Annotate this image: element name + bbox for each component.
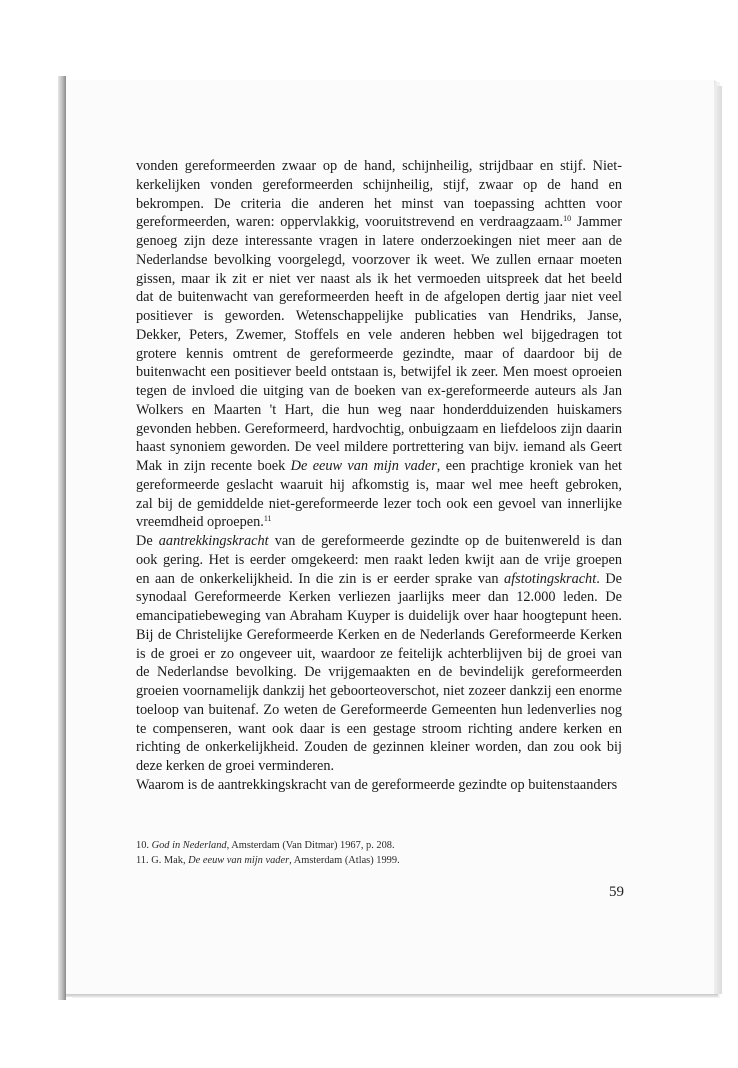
text-line [136,307,622,326]
text-line [136,420,622,439]
text-run: vreemdheid oproepen. [136,514,264,531]
footnote-marker: 10 [563,214,572,224]
text-run: Jammer [571,214,622,231]
text-line [136,476,622,495]
text-run: ook gering. Het is eerder omgekeerd: men raakt leden kwijt aan de vrije groepen [136,551,622,568]
text-line [136,270,622,289]
text-line [136,382,622,401]
text-line [136,288,622,307]
text-run: , Amsterdam (Atlas) 1999. [289,855,400,866]
page-bottom-edge [66,994,718,997]
text-run: te compenseren, want ook daar is een gestage stroom richting andere kerken en [136,720,622,737]
text-line [136,176,622,195]
text-run: Wolkers en Maarten 't Hart, die hun weg naar honderdduizenden huiskamers [136,401,622,418]
text-run: Bij de Christelijke Gereformeerde Kerken en de Nederlands Gereformeerde Kerken [136,626,622,643]
text-line [136,401,622,420]
text-run: Mak in zijn recente boek [136,458,291,474]
text-run: richting de onkerkelijkheid. Zouden de gezinnen kleiner worden, dan zou ook bij [136,739,622,756]
text-run: Waarom is de aantrekkingskracht van de gereformeerde gezindte op buitenstaanders [136,776,618,793]
page-left-edge [58,76,66,1000]
text-line [136,757,622,776]
text-line [136,157,622,176]
text-line [136,682,622,701]
text-run: dat de buitenwacht van gereformeerden heeft in de afgelopen dertig jaar niet veel [136,289,622,306]
text-line [136,701,622,720]
text-run: , een prachtige kroniek van het [436,458,622,474]
text-line [136,195,622,214]
footnote [136,838,622,853]
text-run: haast synoniem geworden. De veel mildere portrettering van bijv. iemand als Geert [136,439,622,456]
body-text [136,157,622,795]
text-run: positiever is geworden. Wetenschappelijke publicaties van Hendriks, Janse, [136,308,622,324]
page-right-edge [714,86,722,994]
italic-title: De eeuw van mijn vader [290,458,437,474]
text-run: Nederlandse bevolking voorgelegd, voorzover ik weet. We zullen ernaar moeten [136,251,622,268]
text-line [136,720,622,739]
text-run: 10. [136,840,152,851]
text-run: gevonden hebben. Gereformeerd, hardvochtig, onbuigzaam en liefdeloos zijn daarin [136,420,622,437]
text-run: deze kerken de groei verminderen. [136,758,335,774]
text-run: toeloop van buitenaf. Zo weten de Gereformeerde Gemeenten hun ledenverlies nog [136,701,622,718]
text-run: De [136,533,159,549]
text-line [136,345,622,364]
text-run: genoeg zijn deze interessante vragen in latere onderzoekingen niet meer aan de [136,233,622,249]
footnote-marker: 11 [263,514,272,524]
text-run: van de gereformeerde gezindte op de buitenwereld is dan [268,533,623,549]
text-line [136,232,622,251]
text-run: . De [596,570,622,587]
italic-title: De eeuw van mijn vader [188,855,290,866]
text-run: de Nederlandse bevolking. De vrijgemaakten en de bevindelijk gereformeerden [136,664,622,681]
text-line [136,363,622,382]
text-run: is de groei er zo ongeveer uit, waardoor ze feitelijk achterblijven bij de groei van [136,645,622,662]
text-line [136,607,622,626]
text-line [136,626,622,645]
text-line [136,457,622,476]
text-run: en aan de onkerkelijkheid. In die zin is er eerder sprake van [136,570,505,587]
text-run: kerkelijken vonden gereformeerden schijnheilig, stijf, zwaar op de hand en [136,176,622,193]
text-run: , Amsterdam (Van Ditmar) 1967, p. 208. [226,840,395,851]
text-run: gereformeerde geslacht waaruit hij afkomstig is, maar wel mee heeft gebroken, [136,476,622,493]
text-line [136,663,622,682]
text-line [136,738,622,757]
text-line [136,570,622,589]
text-line [136,513,622,532]
text-line [136,326,622,345]
text-line [136,251,622,270]
text-line [136,776,622,795]
page-number: 59 [609,884,624,900]
text-run: tegen de invloed die uitging van de boeken van ex-gereformeerde auteurs als Jan [136,383,622,399]
text-line [136,588,622,607]
text-line [136,551,622,570]
footnote [136,853,622,868]
text-run: zal bij de gemiddelde niet-gereformeerde lezer toch ook een gevoel van innerlijke [136,495,622,512]
text-run: gereformeerden, waren: oppervlakkig, vooruitstrevend en verdraagzaam. [136,214,564,231]
text-line [136,532,622,551]
text-run: vonden gereformeerden zwaar op de hand, schijnheilig, strijdbaar en stijf. Niet- [136,158,622,174]
text-run: buitenwacht een positiever beeld ontstaan is, betwijfel ik zeer. Men moest oproeien [136,364,622,381]
text-line [136,495,622,514]
text-run: Dekker, Peters, Zwemer, Stoffels en vele anderen hebben wel bijgedragen tot [136,326,622,343]
text-line [136,213,622,232]
italic-title: afstotingskracht [504,570,597,587]
text-line [136,645,622,664]
text-line [136,438,622,457]
italic-title: aantrekkingskracht [158,533,269,549]
text-run: 11. G. Mak, [136,855,189,866]
text-run: grotere kennis omtrent de gereformeerde gezindte, maar of daardoor bij de [136,345,622,362]
text-run: emancipatiebeweging van Abraham Kuyper is duidelijk over haar hoogtepunt heen. [136,608,622,624]
italic-title: God in Nederland [151,840,227,851]
footnotes [136,838,622,868]
text-run: bekrompen. De criteria die anderen het minst van toepassing achtten voor [136,195,622,212]
text-run: synodaal Gereformeerde Kerken verliezen jaarlijks meer dan 12.000 leden. De [136,589,622,606]
text-run: groeien voornamelijk dankzij het geboorteoverschot, niet zozeer dankzij een enorme [136,683,622,699]
text-run: gissen, maar ik zit er niet ver naast als ik het vermoeden uitspreek dat het beeld [136,270,622,287]
